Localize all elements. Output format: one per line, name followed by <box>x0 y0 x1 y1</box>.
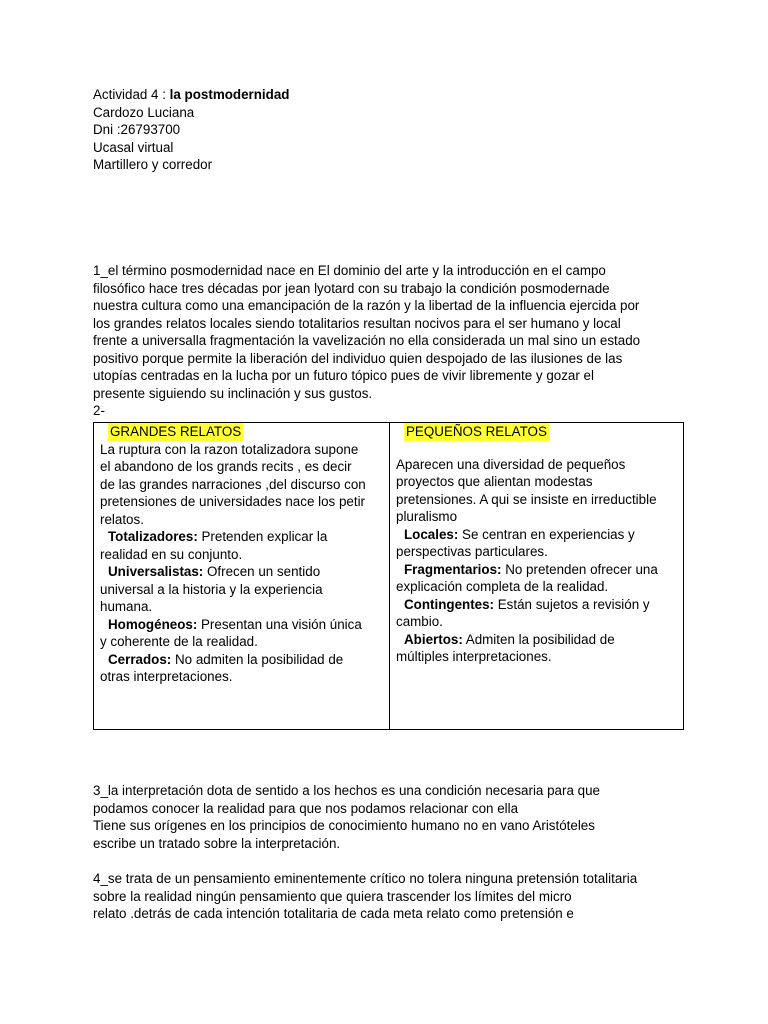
career: Martillero y corredor <box>93 157 213 172</box>
cell-line: múltiples interpretaciones. <box>396 649 552 664</box>
cell-line: relatos. <box>100 511 144 527</box>
cell-line: explicación completa de la realidad. <box>396 579 609 594</box>
cell-line: pretensiones. A qui se insiste en irreductible <box>396 491 657 507</box>
item-text: No pretenden ofrecer una <box>501 561 658 577</box>
activity-prefix: Actividad 4 : <box>93 87 170 102</box>
item-term: Homogéneos: <box>108 616 198 632</box>
item-text: Presentan una visión única <box>197 616 362 632</box>
item-term: Cerrados: <box>108 651 172 667</box>
activity-line <box>93 86 693 104</box>
item-term: Locales: <box>404 526 459 542</box>
list-item <box>396 561 677 579</box>
list-item <box>100 563 383 581</box>
list-item <box>396 596 677 614</box>
grandes-relatos-heading: GRANDES RELATOS <box>110 424 242 439</box>
grandes-relatos-column <box>94 423 390 729</box>
paragraph-line: nuestra cultura como una emancipación de la razón y la libertad de la influencia ejercida por <box>93 298 640 313</box>
item-term: Abiertos: <box>404 631 463 647</box>
cell-line: otras interpretaciones. <box>100 669 233 684</box>
paragraph-line: filosófico hace tres décadas por jean lyotard con su trabajo la condición posmodernade <box>93 280 610 296</box>
cell-line: La ruptura con la razon totalizadora supone <box>100 441 359 457</box>
student-dni: Dni :26793700 <box>93 122 181 137</box>
paragraph-line: Tiene sus orígenes en los principios de conocimiento humano no en vano Aristóteles <box>93 818 595 833</box>
cell-line: el abandono de los grands recits , es decir <box>100 459 352 474</box>
paragraph-line: sobre la realidad ningún pensamiento que quiera trascender los límites del micro <box>93 888 572 904</box>
item-term: Contingentes: <box>404 596 495 612</box>
paragraph-line: frente a universalla fragmentación la vavelización no ella considerada un mal sino un estado <box>93 333 641 348</box>
paragraph-line: podamos conocer la realidad para que nos podamos relacionar con ella <box>93 800 519 816</box>
answer-1-paragraph <box>93 262 693 420</box>
item-text: Admiten la posibilidad de <box>462 631 615 647</box>
cell-line: universal a la historia y la experiencia <box>100 581 323 597</box>
student-name: Cardozo Luciana <box>93 104 195 120</box>
list-item <box>100 651 383 669</box>
paragraph-line: relato .detrás de cada intención totalitaria de cada meta relato como pretensión e <box>93 906 574 921</box>
paragraph-line: presente siguiendo su inclinación y sus gustos. <box>93 385 373 401</box>
paragraph-line: utopías centradas en la lucha por un futuro tópico pues de vivir libremente y gozar el <box>93 368 594 383</box>
paragraph-line: 1_el término posmodernidad nace en El dominio del arte y la introducción en el campo <box>93 263 606 278</box>
cell-line: y coherente de la realidad. <box>100 634 258 649</box>
document-header <box>93 86 693 174</box>
item-text: Ofrecen un sentido <box>203 564 321 579</box>
list-item <box>100 616 383 634</box>
pequenos-relatos-column <box>390 423 683 729</box>
item-text: Están sujetos a revisión y <box>494 596 650 612</box>
item-text: Pretenden explicar la <box>197 529 328 544</box>
section-2-label: 2- <box>93 403 105 418</box>
item-term: Fragmentarios: <box>404 561 502 577</box>
paragraph-line: escribe un tratado sobre la interpretación. <box>93 835 341 851</box>
cell-line: cambio. <box>396 614 443 629</box>
cell-line: pluralismo <box>396 509 458 524</box>
comparison-table <box>93 422 684 730</box>
paragraph-line: 3_la interpretación dota de sentido a los hechos es una condición necesaria para que <box>93 783 600 798</box>
cell-line: humana. <box>100 599 153 614</box>
paragraph-line: los grandes relatos locales siendo totalitarios resultan nocivos para el ser humano y local <box>93 315 621 331</box>
pequenos-relatos-heading: PEQUEÑOS RELATOS <box>406 424 547 439</box>
list-item <box>396 526 677 544</box>
item-term: Totalizadores: <box>108 529 198 544</box>
cell-line: Aparecen una diversidad de pequeños <box>396 456 626 472</box>
answer-3-paragraph <box>93 782 713 852</box>
list-item <box>396 631 677 649</box>
cell-line: de las grandes narraciones ,del discurso con <box>100 476 366 492</box>
cell-line: proyectos que alientan modestas <box>396 474 593 489</box>
cell-spacer <box>396 441 677 456</box>
item-text: Se centran en experiencias y <box>458 526 635 542</box>
paragraph-line: positivo porque permite la liberación del individuo quien despojado de las ilusiones de las <box>93 350 623 366</box>
paragraph-line: 4_se trata de un pensamiento eminentemente crítico no tolera ninguna pretensión totalitaria <box>93 871 638 886</box>
cell-line: perspectivas particulares. <box>396 544 548 559</box>
list-item <box>100 528 383 546</box>
institution: Ucasal virtual <box>93 139 174 155</box>
item-term: Universalistas: <box>108 564 204 579</box>
cell-line: pretensiones de universidades nace los petir <box>100 494 366 509</box>
item-text: No admiten la posibilidad de <box>171 651 344 667</box>
activity-title: la postmodernidad <box>169 87 290 102</box>
answer-4-paragraph <box>93 870 713 923</box>
cell-line: realidad en su conjunto. <box>100 546 243 562</box>
